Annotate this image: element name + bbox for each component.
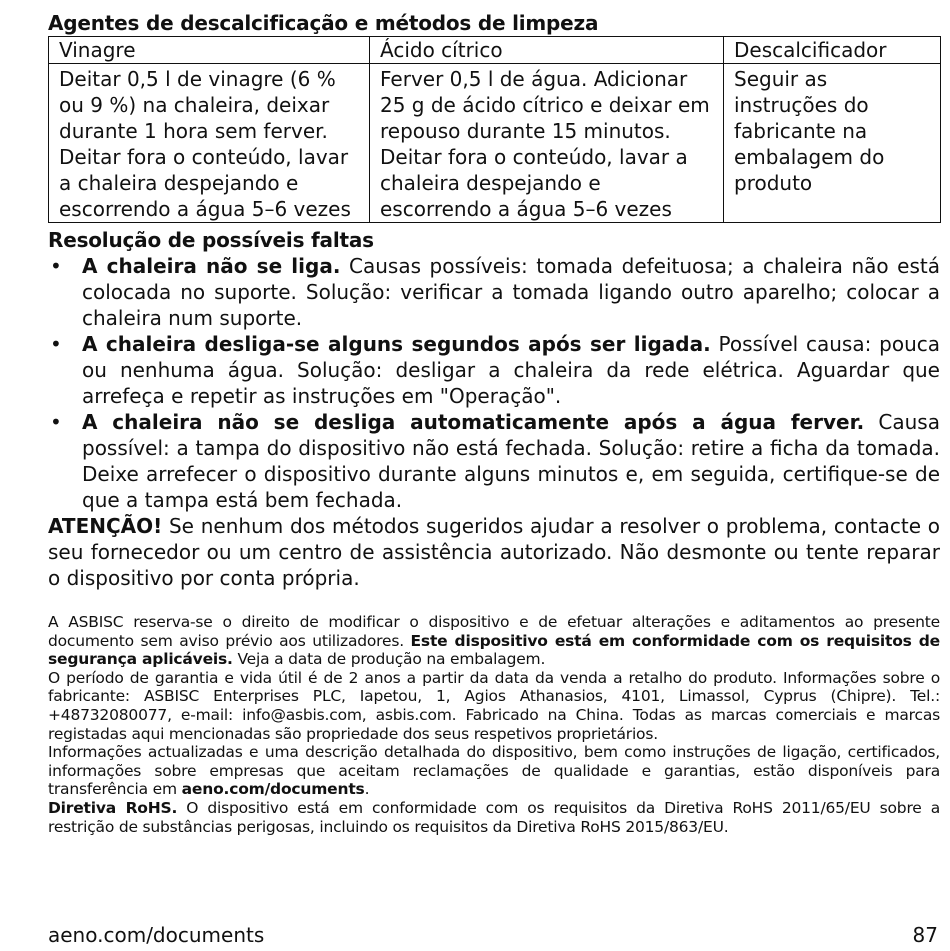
cell-vinegar: Deitar 0,5 l de vinagre (6 % ou 9 %) na chaleira, deixar durante 1 hora sem ferver. Deitar fora o conteúdo, lavar a chaleira despejando e escorrendo a água 5–6 vezes (49, 64, 370, 223)
bullet-icon: • (50, 254, 62, 278)
warranty-paragraph: O período de garantia e vida útil é de 2 anos a partir da data da venda a retalho do produto. Informações sobre o fabricante: ASBISC Enterprises PLC, Iapetou, 1, Agios Athanasios, 4101, Limassol, Cyprus (Chipre). Tel.: +48732080077, e-mail: info@asbis.com, asbis.com. Fabricado na China. Todas as marcas comerciais e marcas registadas aqui mencionadas são propriedade dos seus respetivos proprietários. (48, 668, 940, 743)
troubleshooting-title: Resolução de possíveis faltas (48, 228, 374, 252)
header-vinegar: Vinagre (49, 37, 370, 64)
cell-descaler: Seguir as instruções do fabricante na embalagem do produto (724, 64, 941, 223)
fault-title: A chaleira desliga-se alguns segundos após ser ligada. (82, 332, 711, 356)
fault-text: Causa possível: a tampa do dispositivo não está fechada. Solução: retire a ficha da tomada. Deixe arrefecer o dispositivo durante alguns minutos e, em seguida, certifique-se de que a tampa está bem fechada. (82, 410, 940, 512)
fault-text: Causas possíveis: tomada defeituosa; a chaleira não está colocada no suporte. Solução: verificar a tomada ligando outro aparelho; colocar a chaleira num suporte. (82, 254, 940, 330)
attention-paragraph (48, 513, 940, 591)
legal-bold: Este dispositivo está em conformidade com os requisitos de segurança aplicáveis. (48, 631, 940, 669)
bullet-icon: • (50, 332, 62, 356)
list-item (48, 331, 940, 409)
fault-title: A chaleira não se liga. (82, 254, 341, 278)
fault-title: A chaleira não se desliga automaticamente após a água ferver. (82, 410, 865, 434)
list-item (48, 253, 940, 331)
table-row (49, 64, 941, 223)
attention-label: ATENÇÃO! (48, 514, 163, 538)
documents-paragraph (48, 743, 940, 799)
agents-table (48, 36, 941, 223)
fault-text: Possível causa: pouca ou nenhuma água. Solução: desligar a chaleira da rede elétrica. Aguardar que arrefeça e repetir as instruções em "Operação". (82, 332, 940, 408)
legal-text: . (364, 780, 370, 799)
rohs-paragraph (48, 799, 940, 836)
cell-citric-acid: Ferver 0,5 l de água. Adicionar 25 g de ácido cítrico e deixar em repouso durante 15 minutos. Deitar fora o conteúdo, lavar a chaleira despejando e escorrendo a água 5–6 vezes (370, 64, 724, 223)
rohs-text: O dispositivo está em conformidade com os requisitos da Diretiva RoHS 2011/65/EU sobre a restrição de substâncias perigosas, incluindo os requisitos da Diretiva RoHS 2015/863/EU. (48, 798, 940, 836)
agents-title: Agentes de descalcificação e métodos de limpeza (48, 11, 599, 35)
legal-text: Veja a data de produção na embalagem. (232, 650, 546, 669)
rohs-label: Diretiva RoHS. (48, 798, 178, 817)
list-item (48, 409, 940, 513)
header-citric-acid: Ácido cítrico (370, 37, 724, 64)
document-page (48, 10, 940, 836)
attention-text: Se nenhum dos métodos sugeridos ajudar a resolver o problema, contacte o seu fornecedor ou um centro de assistência autorizado. Não desmonte ou tente reparar o dispositivo por conta própria. (48, 514, 940, 590)
legal-text: Informações actualizadas e uma descrição detalhada do dispositivo, bem como instruções de ligação, certificados, informações sobre empresas que aceitam reclamações de qualidade e garantias, estão disponíveis para transferência em (48, 743, 940, 799)
legal-text: A ASBISC reserva-se o direito de modificar o dispositivo e de efetuar alterações e aditamentos ao presente documento sem aviso prévio aos utilizadores. (48, 613, 940, 650)
legal-paragraph (48, 613, 940, 669)
documents-link[interactable]: aeno.com/documents (181, 780, 365, 799)
table-header-row (49, 37, 941, 64)
header-descaler: Descalcificador (724, 37, 941, 64)
page-number: 87 (912, 923, 938, 947)
page-footer (48, 922, 938, 948)
footer-url[interactable]: aeno.com/documents (48, 923, 265, 947)
bullet-icon: • (50, 410, 62, 434)
legal-section (48, 613, 940, 836)
troubleshooting-list (48, 253, 940, 513)
